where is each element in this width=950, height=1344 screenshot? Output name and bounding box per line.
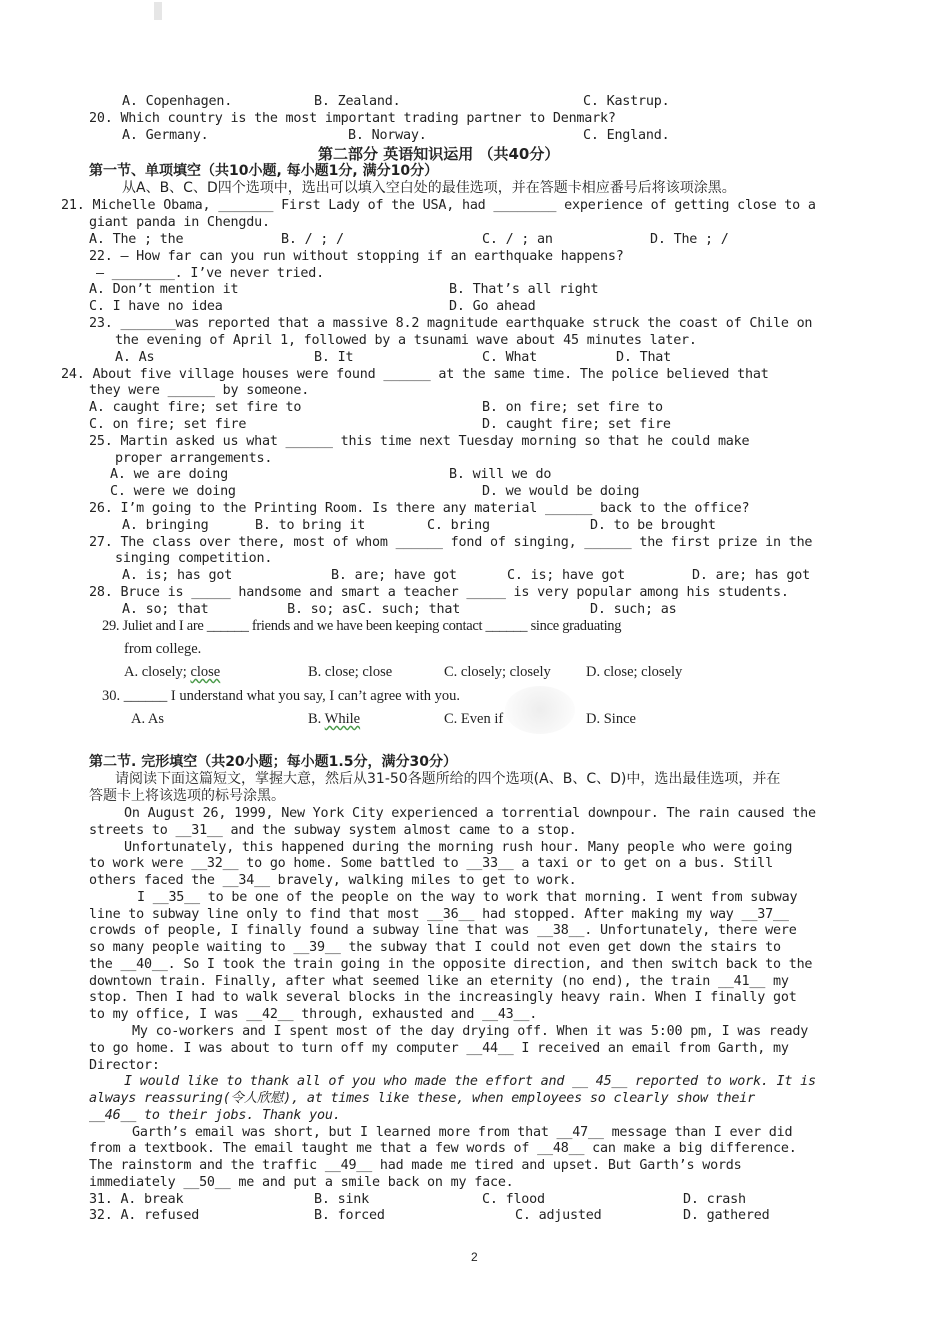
q25-option-a: A. we are doing: [110, 467, 228, 482]
q31-option-b: B. sink: [314, 1192, 370, 1207]
q32-option-c: C. adjusted: [515, 1208, 602, 1223]
section2-instructions-line2: 答题卡上将该选项的标号涂黑。: [89, 788, 285, 804]
passage-line: stop. Then I had to walk several blocks in the increasingly heavy rain. When I finally got: [89, 990, 797, 1005]
q32-option-b: B. forced: [314, 1208, 385, 1223]
q20-text: 20. Which country is the most important trading partner to Denmark?: [89, 111, 616, 126]
passage-line: line to subway line only to find that most __36__ had stopped. After making my way __37__: [89, 907, 789, 922]
passage-line: Garth’s email was short, but I learned more from that __47__ message than I ever did: [132, 1125, 793, 1140]
passage-line: crowds of people, I finally found a subway line that was __38__. Unfortunately, there were: [89, 923, 797, 938]
q19-option-a: A. Copenhagen.: [122, 94, 233, 109]
q20-option-c: C. England.: [583, 128, 670, 143]
q27-line2: singing competition.: [115, 551, 273, 566]
q21-option-d: D. The ; /: [650, 232, 729, 247]
passage-line: so many people waiting to __39__ the subway that I could not even get down the stairs to: [89, 940, 781, 955]
q31-option-c: C. flood: [482, 1192, 545, 1207]
q21-option-c: C. / ; an: [482, 232, 553, 247]
passage-line: My co-workers and I spent most of the day drying off. When it was 5:00 pm, I was ready: [132, 1024, 809, 1039]
q21-line1: 21. Michelle Obama, _______ First Lady of the USA, had ________ experience of getting close to a: [61, 198, 816, 213]
q29-option-c: C. closely; closely: [444, 664, 551, 680]
passage-line: The rainstorm and the traffic __49__ had made me tired and upset. But Garth’s words: [89, 1158, 742, 1173]
q23-option-d: D. That: [616, 350, 672, 365]
q27-option-b: B. are; have got: [331, 568, 457, 583]
passage-email-line: __46__ to their jobs. Thank you.: [89, 1108, 341, 1123]
passage-line: the __40__. So I took the train going in the opposite direction, and then switch back to the: [89, 957, 813, 972]
watermark-logo: [505, 686, 575, 734]
q20-option-a: A. Germany.: [122, 128, 209, 143]
q27-option-d: D. are; has got: [692, 568, 810, 583]
q26-option-d: D. to be brought: [590, 518, 716, 533]
q24-option-c: C. on fire; set fire: [89, 417, 247, 432]
passage-line: others faced the __34__ bravely, walking miles to get to work.: [89, 873, 577, 888]
q22-option-b: B. That’s all right: [449, 282, 599, 297]
passage-email-line: always reassuring(令人欣慰), at times like these, when employees so clearly show their: [89, 1091, 755, 1106]
q24-option-d: D. caught fire; set fire: [482, 417, 671, 432]
q29-option-a: A. closely; close: [124, 664, 221, 680]
passage-line: downtown train. Finally, after what seemed like an eternity (no end), the train __41__ my: [89, 974, 789, 989]
q30-option-d: D. Since: [586, 711, 636, 727]
scan-mark: [154, 2, 162, 20]
passage-line: immediately __50__ me and put a smile back on my face.: [89, 1175, 514, 1190]
q23-option-b: B. It: [314, 350, 354, 365]
q30-option-b: B. While: [308, 711, 361, 727]
q25-option-b: B. will we do: [449, 467, 552, 482]
section1-instructions: 从A、B、C、D四个选项中，选出可以填入空白处的最佳选项，并在答题卡相应番号后将该项涂黑。: [122, 180, 736, 196]
q28-line1: 28. Bruce is _____ handsome and smart a teacher _____ is very popular among his students.: [89, 585, 789, 600]
passage-line: On August 26, 1999, New York City experienced a torrential downpour. The rain caused the: [124, 806, 816, 821]
q32-option-d: D. gathered: [683, 1208, 770, 1223]
q21-option-b: B. / ; /: [281, 232, 344, 247]
q29-option-b: B. close; close: [308, 664, 393, 680]
q23-option-c: C. What: [482, 350, 538, 365]
q25-line1: 25. Martin asked us what ______ this time next Tuesday morning so that he could make: [89, 434, 750, 449]
q24-line2: they were ______ by someone.: [89, 383, 310, 398]
q28-option-d: D. such; as: [590, 602, 677, 617]
q27-line1: 27. The class over there, most of whom ______ fond of singing, ______ the first prize in the: [89, 535, 813, 550]
passage-line: Director:: [89, 1058, 160, 1073]
q22-option-c: C. I have no idea: [89, 299, 223, 314]
q19-option-b: B. Zealand.: [314, 94, 401, 109]
q22-option-a: A. Don’t mention it: [89, 282, 239, 297]
q27-option-c: C. is; have got: [507, 568, 625, 583]
q24-line1: 24. About five village houses were found ______ at the same time. The police believed that: [61, 367, 769, 382]
q25-line2: proper arrangements.: [115, 451, 273, 466]
q20-option-b: B. Norway.: [348, 128, 427, 143]
passage-line: to work were __32__ to go home. Some battled to __33__ a taxi or to get on a bus. Still: [89, 856, 773, 871]
q31-option-a: 31. A. break: [89, 1192, 184, 1207]
q32-option-a: 32. A. refused: [89, 1208, 200, 1223]
passage-line: I __35__ to be one of the people on the way to work that morning. I went from subway: [137, 890, 798, 905]
q30-option-a: A. As: [131, 711, 165, 727]
passage-line: streets to __31__ and the subway system almost came to a stop.: [89, 823, 577, 838]
page-number: 2: [471, 1250, 478, 1264]
q21-line2: giant panda in Chengdu.: [89, 215, 270, 230]
passage-line: to go home. I was about to turn off my computer __44__ I received an email from Garth, my: [89, 1041, 789, 1056]
q26-line1: 26. I’m going to the Printing Room. Is there any material ______ back to the office?: [89, 501, 750, 516]
q30-line1: 30. ______ I understand what you say, I can’t agree with you.: [102, 688, 460, 704]
q26-option-c: C. bring: [427, 518, 490, 533]
q27-option-a: A. is; has got: [122, 568, 233, 583]
q23-line1: 23. _______was reported that a massive 8.2 magnitude earthquake struck the coast of Chile on: [89, 316, 813, 331]
q26-option-a: A. bringing: [122, 518, 209, 533]
q22-line2: — ________. I’ve never tried.: [96, 266, 324, 281]
q29-option-d: D. close; closely: [586, 664, 683, 680]
q19-option-c: C. Kastrup.: [583, 94, 670, 109]
q22-line1: 22. — How far can you run without stopping if an earthquake happens?: [89, 249, 624, 264]
section2-title: 第二节. 完形填空（共20小题；每小题1.5分，满分30分）: [89, 754, 457, 770]
passage-line: to my office, I was __42__ through, exhausted and __43__.: [89, 1007, 538, 1022]
q22-option-d: D. Go ahead: [449, 299, 536, 314]
q29-line1: 29. Juliet and I are ______ friends and we have been keeping contact ______ since graduating: [102, 618, 622, 634]
q21-option-a: A. The ; the: [89, 232, 184, 247]
q24-option-a: A. caught fire; set fire to: [89, 400, 302, 415]
passage-email-line: I would like to thank all of you who made the effort and __ 45__ reported to work. It is: [124, 1074, 816, 1089]
q23-line2: the evening of April 1, followed by a tsunami wave about 45 minutes later.: [115, 333, 697, 348]
q23-option-a: A. As: [115, 350, 155, 365]
q24-option-b: B. on fire; set fire to: [482, 400, 663, 415]
q31-option-d: D. crash: [683, 1192, 746, 1207]
q30-option-c: C. Even if: [444, 711, 504, 727]
section2-instructions-line1: 请阅读下面这篇短文，掌握大意，然后从31-50各题所给的四个选项(A、B、C、D)中，选出最佳选项，并在: [115, 771, 781, 787]
passage-line: from a textbook. The email taught me that a few words of __48__ can make a big difference.: [89, 1141, 797, 1156]
part2-title: 第二部分 英语知识运用 （共40分）: [318, 145, 560, 163]
q26-option-b: B. to bring it: [255, 518, 366, 533]
q29-line2: from college.: [124, 641, 202, 657]
q25-option-d: D. we would be doing: [482, 484, 640, 499]
q25-option-c: C. were we doing: [110, 484, 236, 499]
q28-options-abc: A. so; that B. so; asC. such; that: [122, 602, 461, 617]
section1-title: 第一节、单项填空（共10小题, 每小题1分, 满分10分）: [89, 163, 439, 179]
passage-line: Unfortunately, this happened during the morning rush hour. Many people who were going: [124, 840, 793, 855]
